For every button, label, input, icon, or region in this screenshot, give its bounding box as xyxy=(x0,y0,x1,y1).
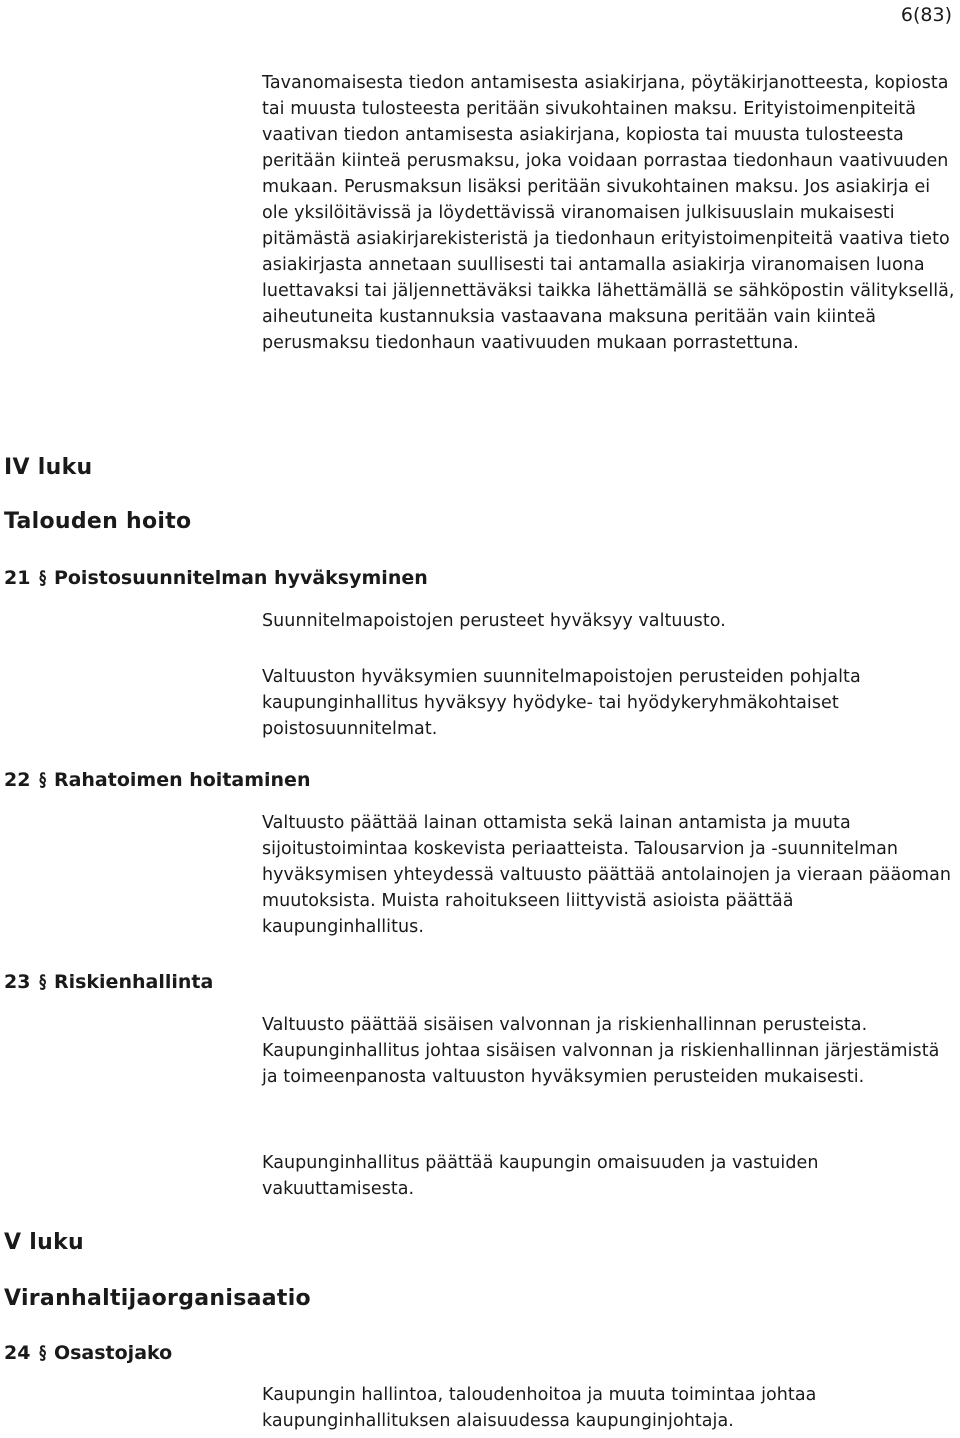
section-title: Rahatoimen hoitaminen xyxy=(53,769,311,791)
section-21-heading xyxy=(4,567,428,589)
section-sign: § xyxy=(39,1342,47,1364)
section-title: Poistosuunnitelman hyväksyminen xyxy=(53,567,428,589)
section-sign: § xyxy=(39,567,47,589)
section-21-paragraph-2: Valtuuston hyväksymien suunnitelmapoistojen perusteiden pohjalta kaupunginhallitus hyväksyy hyödyke- tai hyödykeryhmäkohtaiset poistosuunnitelmat. xyxy=(262,667,861,739)
section-number: 24 xyxy=(4,1342,31,1364)
section-number: 23 xyxy=(4,971,31,993)
section-number: 21 xyxy=(4,567,31,589)
section-sign: § xyxy=(39,769,47,791)
section-23-heading xyxy=(4,971,213,993)
section-22-paragraph-1: Valtuusto päättää lainan ottamista sekä lainan antamista ja muuta sijoitustoimintaa koskevista periaatteista. Talousarvion ja -suunnitelman hyväksymisen yhteydessä valtuusto päättää antolainojen ja vieraan pääoman muutoksista. Muista rahoitukseen liittyvistä asioista päättää kaupunginhallitus. xyxy=(262,813,952,937)
section-22-heading xyxy=(4,769,310,791)
section-number: 22 xyxy=(4,769,31,791)
section-title: Riskienhallinta xyxy=(53,971,214,993)
chapter-iv-title: Talouden hoito xyxy=(4,509,192,534)
section-sign: § xyxy=(39,971,47,993)
chapter-iv-label: IV luku xyxy=(4,455,93,480)
section-21-paragraph-1: Suunnitelmapoistojen perusteet hyväksyy valtuusto. xyxy=(262,611,726,631)
chapter-v-label: V luku xyxy=(4,1230,84,1255)
page-number: 6(83) xyxy=(900,4,952,26)
section-23-paragraph-2: Kaupunginhallitus päättää kaupungin omaisuuden ja vastuiden vakuuttamisesta. xyxy=(262,1153,819,1199)
section-24-paragraph-1: Kaupungin hallintoa, taloudenhoitoa ja muuta toimintaa johtaa kaupunginhallituksen alaisuudessa kaupunginjohtaja. xyxy=(262,1385,817,1431)
intro-paragraph: Tavanomaisesta tiedon antamisesta asiakirjana, pöytäkirjanotteesta, kopiosta tai muusta tulosteesta peritään sivukohtainen maksu. Erityistoimenpiteitä vaativan tiedon antamisesta asiakirjana, kopiosta tai muusta tulosteesta peritään kiinteä perusmaksu, joka voidaan porrastaa tiedonhaun vaativuuden mukaan. Perusmaksun lisäksi peritään sivukohtainen maksu. Jos asiakirja ei ole yksilöitävissä ja löydettävissä viranomaisen julkisuuslain mukaisesti pitämästä asiakirjarekisteristä ja tiedonhaun erityistoimenpiteitä vaativa tieto asiakirjasta annetaan suullisesti tai antamalla asiakirja viranomaisen luona luettavaksi tai jäljennettäväksi taikka lähettämällä se sähköpostin välityksellä, aiheutuneita kustannuksia vastaavana maksuna peritään vain kiinteä perusmaksu tiedonhaun vaativuuden mukaan porrastettuna. xyxy=(262,73,955,353)
chapter-v-title: Viranhaltijaorganisaatio xyxy=(4,1286,311,1311)
section-24-heading xyxy=(4,1342,172,1364)
section-23-paragraph-1: Valtuusto päättää sisäisen valvonnan ja riskienhallinnan perusteista. Kaupunginhallitus johtaa sisäisen valvonnan ja riskienhallinnan järjestämistä ja toimeenpanosta valtuuston hyväksymien perusteiden mukaisesti. xyxy=(262,1015,940,1087)
section-title: Osastojako xyxy=(53,1342,173,1364)
